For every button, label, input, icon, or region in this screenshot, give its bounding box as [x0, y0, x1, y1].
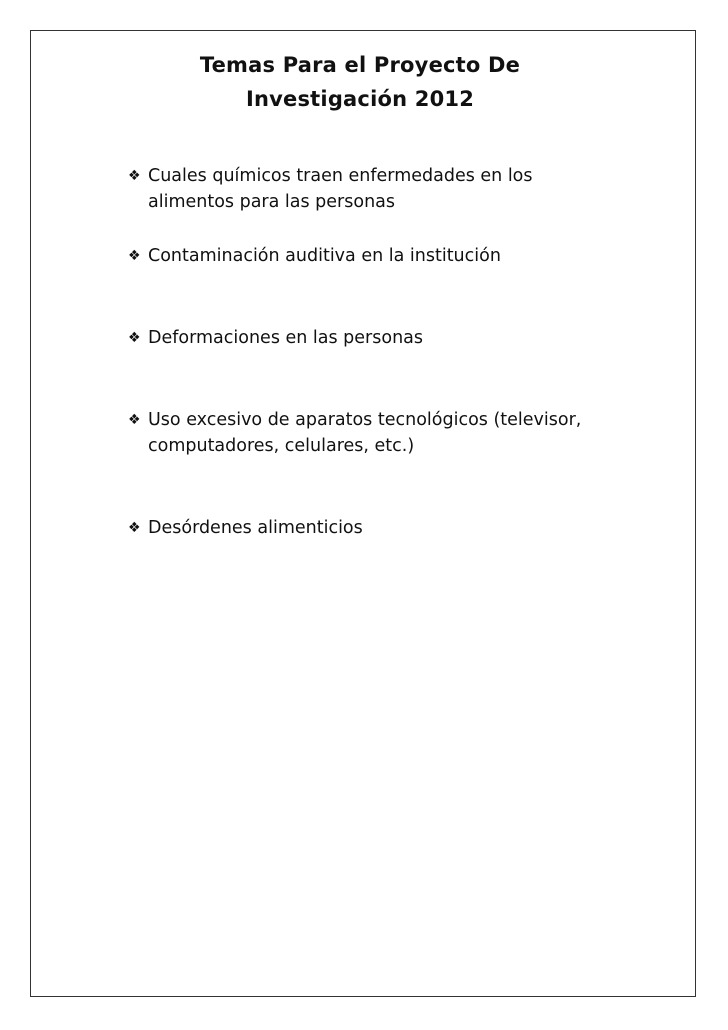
topic-4-line-1: Uso excesivo de aparatos tecnológicos (televisor,	[148, 410, 582, 430]
topic-1-line-2: alimentos para las personas	[148, 192, 396, 212]
list-item	[128, 515, 638, 541]
four-diamond-bullet-icon: ❖	[128, 412, 141, 428]
list-item	[128, 325, 638, 351]
topic-1-line-1: Cuales químicos traen enfermedades en los	[148, 166, 533, 186]
list-item	[128, 163, 638, 215]
list-item	[128, 243, 638, 269]
topic-3-line-1: Deformaciones en las personas	[148, 328, 424, 348]
four-diamond-bullet-icon: ❖	[128, 248, 141, 264]
four-diamond-bullet-icon: ❖	[128, 520, 141, 536]
topic-4-line-2: computadores, celulares, etc.)	[148, 436, 415, 456]
list-item	[128, 407, 638, 459]
four-diamond-bullet-icon: ❖	[128, 168, 141, 184]
title-line-1: Temas Para el Proyecto De	[199, 53, 521, 77]
topic-list	[128, 163, 638, 541]
topic-2-line-1: Contaminación auditiva en la institución	[148, 246, 501, 266]
title-line-2: Investigación 2012	[245, 87, 475, 111]
topic-5-line-1: Desórdenes alimenticios	[148, 518, 363, 538]
page-title	[120, 48, 600, 116]
four-diamond-bullet-icon: ❖	[128, 330, 141, 346]
